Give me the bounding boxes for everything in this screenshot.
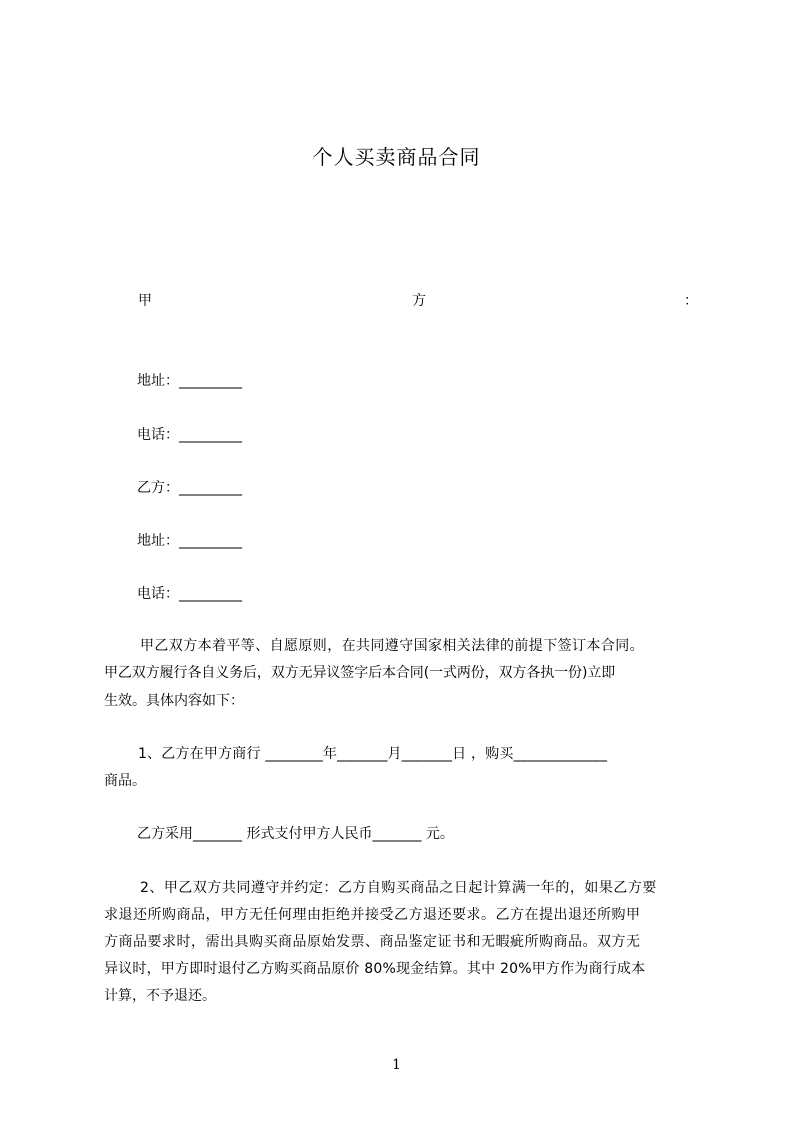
intro-line-2: 甲乙双方履行各自义务后，双方无异议签字后本合同(一式两份，双方各执一份)立即 [104,665,616,681]
party-b-label: 乙方：_________ [137,480,242,496]
party-a-label-char2: 方 [412,293,426,309]
intro-line-3: 生效。具体内容如下： [104,693,244,709]
payment-line: 乙方采用_______ 形式支付甲方人民币_______ 元。 [137,826,454,842]
party-a-address: 地址：_________ [137,373,242,389]
clause-1-line-1: 1、乙方在甲方商行 ________年_______月_______日 ，购买_____________ [138,746,608,762]
clause-2-line-3: 方商品要求时，需出具购买商品原始发票、商品鉴定证书和无暇疵所购商品。双方无 [104,934,641,950]
clause-1-line-2: 商品。 [104,773,146,789]
clause-2-line-4: 异议时，甲方即时退付乙方购买商品原价 80%现金结算。其中 20%甲方作为商行成本 [104,961,646,977]
clause-2-line-5: 计算，不予退还。 [104,988,216,1004]
party-a-phone: 电话：_________ [137,427,242,443]
party-a-label-colon: ： [684,293,698,309]
clause-2-line-2: 求退还所购商品，甲方无任何理由拒绝并接受乙方退还要求。乙方在提出退还所购甲 [104,907,641,923]
clause-2-line-1: 2、甲乙双方共同遵守并约定：乙方自购买商品之日起计算满一年的，如果乙方要 [140,880,657,896]
intro-line-1: 甲乙双方本着平等、自愿原则，在共同遵守国家相关法律的前提下签订本合同。 [140,638,644,654]
party-a-label-char1: 甲 [138,293,152,309]
document-title: 个人买卖商品合同 [312,145,481,169]
party-b-phone: 电话：_________ [137,586,242,602]
page-number: 1 [392,1057,401,1073]
party-b-address: 地址：_________ [137,533,242,549]
